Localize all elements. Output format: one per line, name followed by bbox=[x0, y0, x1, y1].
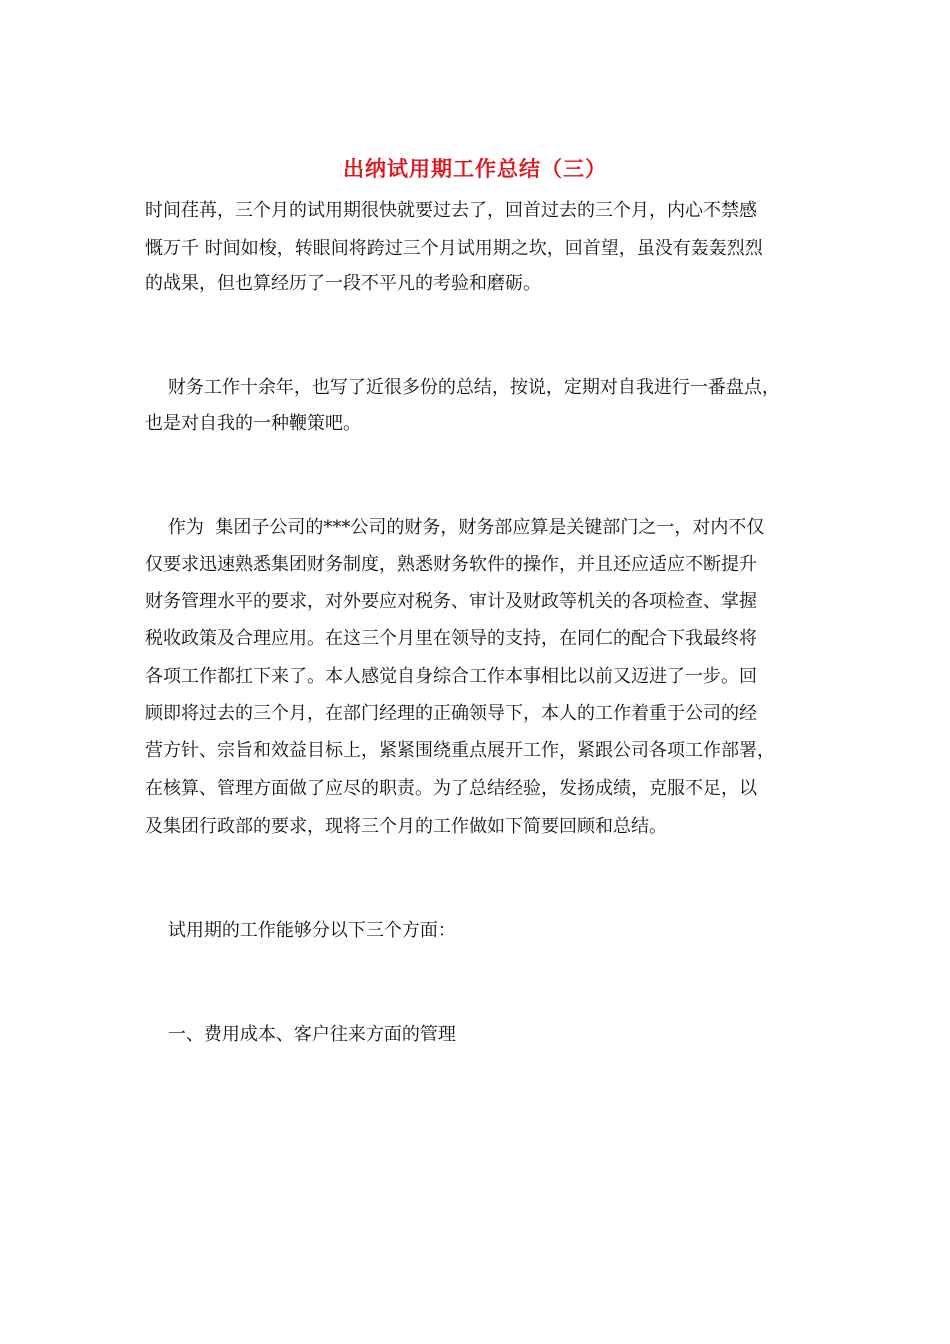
paragraph-role-line: 税收政策及合理应用。在这三个月里在领导的支持，在同仁的配合下我最终将 bbox=[145, 628, 757, 649]
paragraph-role-line: 及集团行政部的要求，现将三个月的工作做如下简要回顾和总结。 bbox=[145, 816, 667, 837]
paragraph-role-line: 作为 集团子公司的***公司的财务，财务部应算是关键部门之一，对内不仅 bbox=[145, 517, 765, 538]
paragraph-role-line: 顾即将过去的三个月，在部门经理的正确领导下，本人的工作着重于公司的经 bbox=[145, 703, 757, 724]
document-title: 出纳试用期工作总结（三） bbox=[343, 156, 607, 181]
paragraph-role-line: 营方针、宗旨和效益目标上，紧紧围绕重点展开工作，紧跟公司各项工作部署， bbox=[145, 740, 775, 761]
paragraph-finance-line: 也是对自我的一种鞭策吧。 bbox=[145, 413, 361, 434]
paragraph-intro-line: 的战果，但也算经历了一段不平凡的考验和磨砺。 bbox=[145, 273, 541, 294]
section-heading: 一、费用成本、客户往来方面的管理 bbox=[145, 1024, 456, 1045]
paragraph-intro-line: 慨万千 时间如梭，转眼间将跨过三个月试用期之坎，回首望，虽没有轰轰烈烈 bbox=[145, 238, 763, 259]
paragraph-finance-line: 财务工作十余年，也写了近很多份的总结，按说，定期对自我进行一番盘点， bbox=[145, 377, 780, 398]
paragraph-role-line: 在核算、管理方面做了应尽的职责。为了总结经验，发扬成绩，克服不足，以 bbox=[145, 778, 757, 799]
paragraph-role-line: 仅要求迅速熟悉集团财务制度，熟悉财务软件的操作，并且还应适应不断提升 bbox=[145, 554, 757, 575]
paragraph-intro-line: 时间荏苒，三个月的试用期很快就要过去了，回首过去的三个月，内心不禁感 bbox=[145, 200, 757, 221]
paragraph-role-line: 各项工作都扛下来了。本人感觉自身综合工作本事相比以前又迈进了一步。回 bbox=[145, 666, 757, 687]
paragraph-role-line: 财务管理水平的要求，对外要应对税务、审计及财政等机关的各项检查、掌握 bbox=[145, 591, 757, 612]
paragraph-aspects-line: 试用期的工作能够分以下三个方面： bbox=[145, 920, 456, 941]
